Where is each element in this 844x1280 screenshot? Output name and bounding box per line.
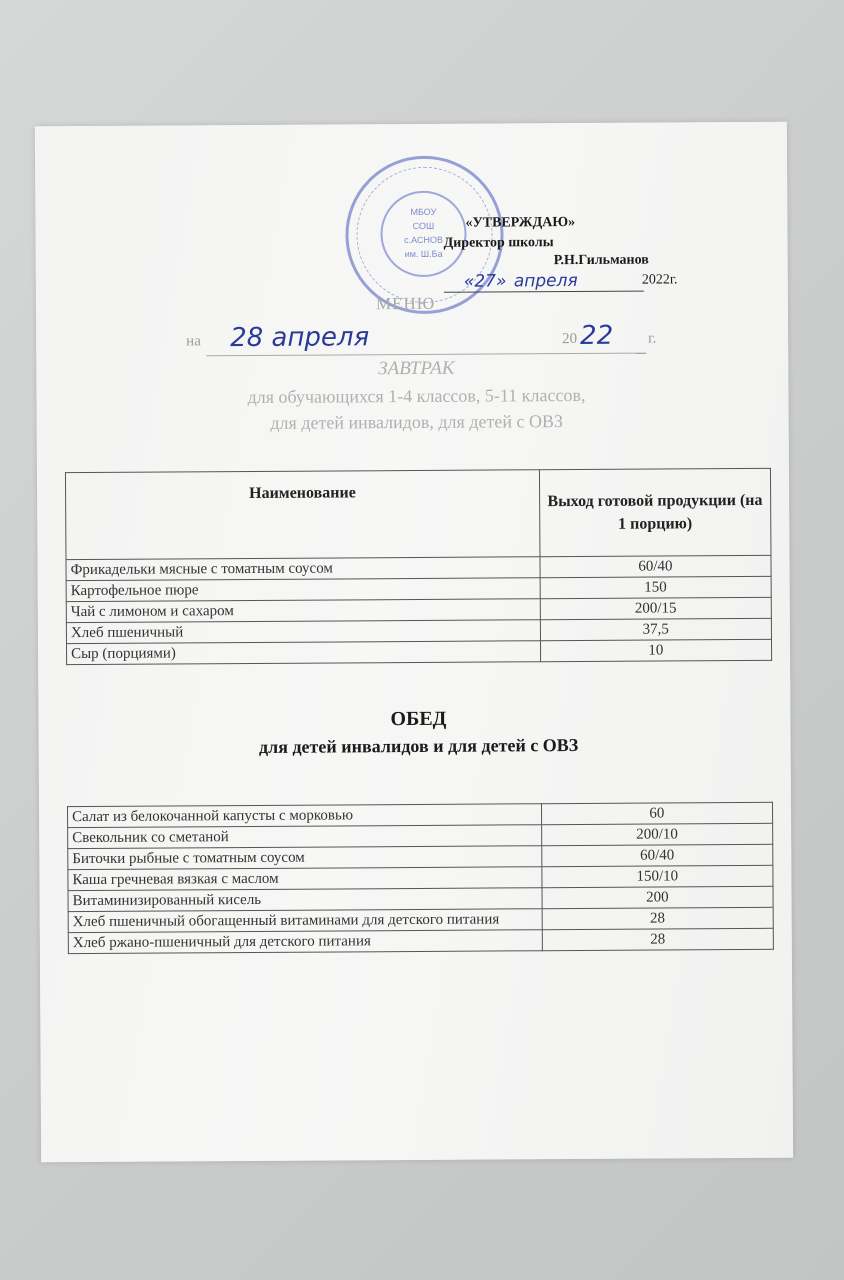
date-day-month: 28 апреля	[230, 322, 370, 354]
dish-name: Фрикадельки мясные с томатным соусом	[66, 557, 540, 581]
breakfast-subtitle-2: для детей инвалидов, для детей с ОВЗ	[270, 411, 563, 433]
dish-name: Хлеб ржано-пшеничный для детского питания	[68, 930, 542, 954]
table-row	[67, 639, 772, 664]
approval-month: апреля	[513, 270, 578, 292]
dish-amount: 200/10	[541, 823, 772, 845]
breakfast-table	[65, 468, 772, 665]
dish-amount: 200	[542, 886, 773, 908]
stamp-text-1: МБОУ	[410, 206, 437, 218]
table-row	[68, 928, 773, 953]
lunch-subtitle: для детей инвалидов и для детей с ОВЗ	[258, 734, 579, 757]
dish-name: Картофельное пюре	[66, 578, 540, 602]
dish-amount: 10	[540, 639, 771, 661]
stamp-inner-circle	[380, 191, 467, 278]
stamp-text-4: им. Ш.Ба	[404, 248, 443, 260]
dish-amount: 60/40	[541, 844, 772, 866]
stamp-text-3: с.АСНОВ	[404, 234, 443, 246]
dish-amount: 60	[541, 802, 772, 824]
date-suffix: г.	[648, 330, 657, 347]
dish-name: Сыр (порциями)	[67, 641, 541, 665]
dish-name: Хлеб пшеничный обогащенный витаминами для детского питания	[68, 909, 542, 933]
date-year-prefix: 20	[562, 330, 578, 348]
dish-amount: 150	[540, 576, 771, 598]
date-underline	[206, 353, 646, 357]
breakfast-subtitle-1: для обучающихся 1-4 классов, 5-11 классов,	[247, 384, 586, 408]
table-header-row	[65, 468, 771, 559]
menu-document	[35, 122, 793, 1163]
date-prefix: на	[186, 333, 201, 350]
dish-amount: 28	[542, 907, 773, 929]
dish-name: Биточки рыбные с томатным соусом	[68, 846, 542, 870]
dish-name: Салат из белокочанной капусты с морковью	[67, 804, 541, 828]
breakfast-title: ЗАВТРАК	[378, 357, 455, 380]
dish-amount: 60/40	[540, 555, 771, 577]
column-header-name: Наименование	[65, 470, 539, 560]
dish-name: Свекольник со сметаной	[68, 825, 542, 849]
dish-name: Хлеб пшеничный	[66, 620, 540, 644]
approval-underline	[444, 291, 644, 293]
lunch-table	[67, 802, 774, 954]
dish-name: Чай с лимоном и сахаром	[66, 599, 540, 623]
director-position: Директор школы	[443, 235, 554, 251]
approval-year: 2022г.	[641, 272, 678, 288]
dish-amount: 200/15	[540, 597, 771, 619]
dish-name: Каша гречневая вязкая с маслом	[68, 867, 542, 891]
lunch-title: ОБЕД	[390, 707, 447, 731]
dish-name: Витаминизированный кисель	[68, 888, 542, 912]
dish-amount: 150/10	[542, 865, 773, 887]
menu-heading: МЕНЮ	[375, 293, 436, 314]
stamp-text-2: СОШ	[412, 220, 435, 232]
column-header-output: Выход готовой продукции (на 1 порцию)	[539, 468, 771, 556]
director-name: Р.Н.Гильманов	[553, 252, 649, 269]
dish-amount: 28	[542, 928, 773, 950]
menu-date	[186, 320, 686, 357]
dish-amount: 37,5	[540, 618, 771, 640]
date-year-hand: 22	[580, 320, 614, 351]
approve-heading: «УТВЕРЖДАЮ»	[465, 215, 576, 231]
approval-day: «27»	[463, 271, 507, 292]
